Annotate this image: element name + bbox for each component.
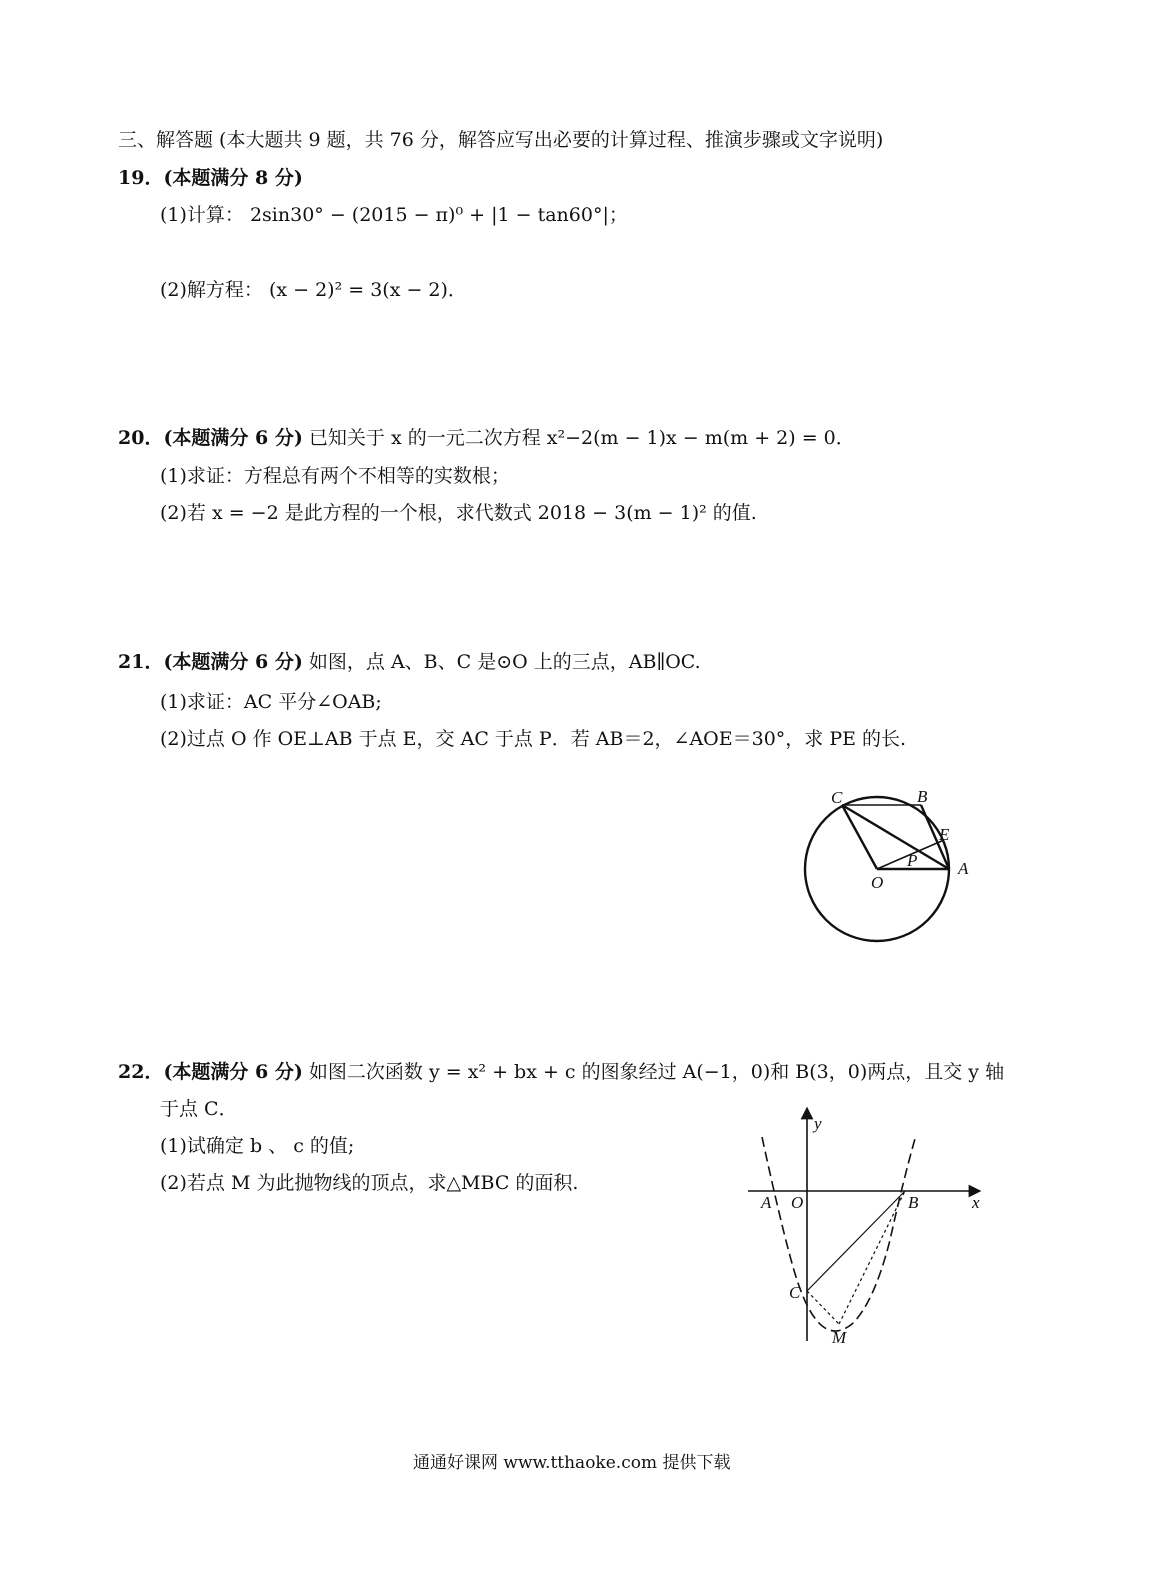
q20-stem: 已知关于 x 的一元二次方程 x²−2(m − 1)x − m(m + 2) = 0． bbox=[308, 427, 855, 449]
q20-stem-line bbox=[118, 425, 855, 451]
q20-part1: (1)求证：方程总有两个不相等的实数根； bbox=[160, 465, 510, 487]
label-c: C bbox=[789, 1283, 801, 1302]
label-a: A bbox=[958, 859, 969, 878]
label-e: E bbox=[939, 825, 950, 844]
q22-title: 22．(本题满分 6 分) bbox=[118, 1061, 303, 1083]
q21-title: 21．(本题满分 6 分) bbox=[118, 651, 303, 673]
segment-ca bbox=[842, 805, 949, 869]
label-p: P bbox=[907, 851, 918, 870]
q22-stem-continued: 于点 C． bbox=[160, 1098, 238, 1120]
q22-stem-line bbox=[118, 1059, 1004, 1085]
label-x: x bbox=[972, 1193, 980, 1212]
label-m: M bbox=[832, 1328, 847, 1347]
q22-part2: (2)若点 M 为此抛物线的顶点，求△MBC 的面积. bbox=[160, 1172, 579, 1194]
segment-mb bbox=[839, 1191, 905, 1324]
q19-part1 bbox=[160, 202, 628, 228]
q21-part2: (2)过点 O 作 OE⊥AB 于点 E，交 AC 于点 P．若 AB＝2，∠AOE＝30°，求 PE 的长. bbox=[160, 728, 907, 750]
q21-stem: 如图，点 A、B、C 是⊙O 上的三点，AB∥OC. bbox=[308, 651, 701, 673]
label-c: C bbox=[831, 788, 843, 807]
label-b: B bbox=[917, 787, 928, 806]
label-o: O bbox=[791, 1193, 804, 1212]
parabola-curve bbox=[762, 1135, 916, 1331]
q19-part1-expression: 2sin30° − (2015 − π)⁰ + |1 − tan60°|； bbox=[249, 204, 628, 226]
q21-part1: (1)求证：AC 平分∠OAB; bbox=[160, 691, 382, 713]
page-footer: 通通好课网 www.tthaoke.com 提供下载 bbox=[413, 1453, 731, 1473]
q19-part2-expression: (x − 2)² = 3(x − 2)． bbox=[268, 279, 467, 301]
label-y: y bbox=[814, 1114, 822, 1133]
segment-cm bbox=[807, 1291, 839, 1324]
q20-part2: (2)若 x = −2 是此方程的一个根，求代数式 2018 − 3(m − 1)² 的值. bbox=[160, 502, 757, 524]
label-o: O bbox=[871, 873, 884, 892]
q22-part1: (1)试确定 b 、 c 的值; bbox=[160, 1135, 355, 1157]
label-a: A bbox=[761, 1193, 772, 1212]
q22-stem: 如图二次函数 y = x² + bx + c 的图象经过 A(−1，0)和 B(3，0)两点，且交 y 轴 bbox=[308, 1061, 1005, 1083]
label-b: B bbox=[908, 1193, 919, 1212]
q20-title: 20．(本题满分 6 分) bbox=[118, 427, 303, 449]
q19-part1-label: (1)计算： bbox=[160, 204, 244, 226]
q19-part2 bbox=[160, 277, 467, 303]
q22-parabola-figure bbox=[740, 1105, 1000, 1350]
q21-circle-figure bbox=[795, 780, 985, 955]
q21-stem-line bbox=[118, 649, 701, 675]
q19-title: 19．(本题满分 8 分) bbox=[118, 167, 303, 189]
q19-part2-label: (2)解方程： bbox=[160, 279, 263, 301]
segment-cb bbox=[807, 1191, 905, 1291]
section-header: 三、解答题 (本大题共 9 题，共 76 分，解答应写出必要的计算过程、推演步骤或文字说明) bbox=[118, 129, 884, 151]
